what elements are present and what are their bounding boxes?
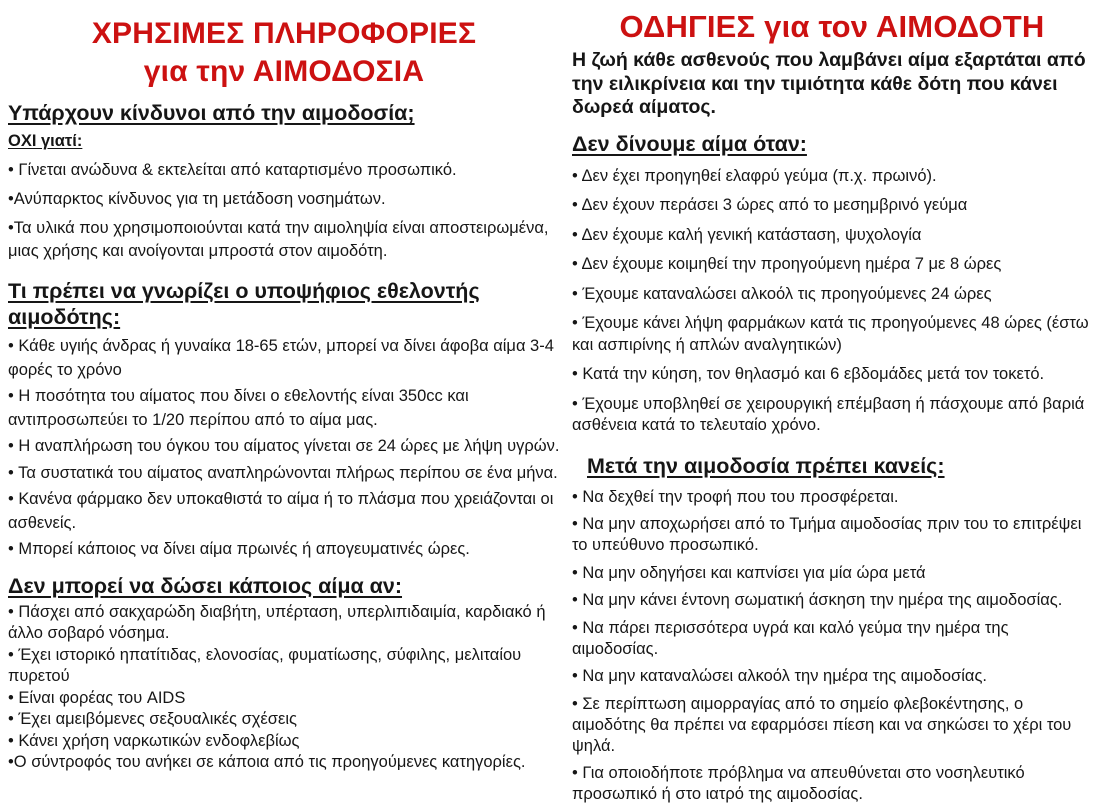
left-column-title (8, 15, 560, 91)
list-item: • Έχει ιστορικό ηπατίτιδας, ελονοσίας, φυματίωσης, σύφιλης, μελιταίου πυρετού (8, 645, 522, 685)
list-item: • Τα συστατικά του αίματος αναπληρώνονται πλήρως περίπου σε ένα μήνα. (8, 463, 558, 482)
list-item: • Να μην κάνει έντονη σωματική άσκηση την ημέρα της αιμοδοσίας. (572, 591, 1063, 609)
list-item: • Έχουμε καταναλώσει αλκοόλ τις προηγούμενες 24 ώρες (572, 284, 992, 303)
donor-intro-paragraph: Η ζωή κάθε ασθενούς που λαμβάνει αίμα εξαρτάται από την ειλικρίνεια και την τιμιότητα κάθε δότη που κάνει δωρεά αίματος. (572, 49, 1086, 118)
right-column (572, 0, 1092, 812)
list-item: • Δεν έχουμε καλή γενική κατάσταση, ψυχολογία (572, 225, 922, 244)
list-item: • Έχουμε κάνει λήψη φαρμάκων κατά τις προηγούμενες 48 ώρες (έστω και ασπιρίνης ή απλών αναλγητικών) (572, 314, 1089, 354)
heading-no-because: ΟΧΙ γιατί: (8, 132, 83, 150)
list-item: • Δεν έχει προηγηθεί ελαφρύ γεύμα (π.χ. πρωινό). (572, 166, 937, 185)
list-item: • Δεν έχουν περάσει 3 ώρες από το μεσημβρινό γεύμα (572, 196, 968, 214)
heading-risks-question: Υπάρχουν κίνδυνοι από την αιμοδοσία; (8, 101, 415, 125)
after-donation-bullet-list (572, 487, 1092, 806)
left-title-line1: ΧΡΗΣΙΜΕΣ ΠΛΗΡΟΦΟΡΙΕΣ (91, 17, 477, 50)
list-item: • Να μην οδηγήσει και καπνίσει για μία ώρα μετά (572, 563, 926, 582)
list-item: • Δεν έχουμε κοιμηθεί την προηγούμενη ημέρα 7 με 8 ώρες (572, 255, 1002, 273)
heading-after-donation: Μετά την αιμοδοσία πρέπει κανείς: (587, 453, 945, 478)
list-item: • Πάσχει από σακχαρώδη διαβήτη, υπέρταση, υπερλιπιδαιμία, καρδιακό ή άλλο σοβαρό νόσημα. (8, 602, 546, 642)
list-item: • Είναι φορέας του AIDS (8, 688, 186, 707)
list-item: • Μπορεί κάποιος να δίνει αίμα πρωινές ή απογευματινές ώρες. (8, 540, 470, 558)
list-item: • Για οποιοδήποτε πρόβλημα να απευθύνεται στο νοσηλευτικό προσωπικό ή στο ιατρό της αιμοδοσίας. (572, 764, 1025, 803)
list-item: • Να μην αποχωρήσει από το Τμήμα αιμοδοσίας πριν του το επιτρέψει το υπεύθυνο προσωπικό. (572, 515, 1082, 554)
right-column-title: ΟΔΗΓΙΕΣ για τον ΑΙΜΟΔΟΤΗ (619, 9, 1045, 44)
cannot-donate-bullet-list (8, 602, 560, 774)
list-item: •Ανύπαρκτος κίνδυνος για τη μετάδοση νοσημάτων. (8, 190, 386, 208)
left-column (8, 0, 560, 774)
list-item: •Τα υλικά που χρησιμοποιούνται κατά την αιμοληψία είναι αποστειρωμένα, μιας χρήσης και ανοίγονται μπροστά στον αιμοδότη. (8, 219, 549, 260)
list-item: • Κατά την κύηση, τον θηλασμό και 6 εβδομάδες μετά τον τοκετό. (572, 365, 1045, 383)
left-title-line2: για την ΑΙΜΟΔΟΣΙΑ (143, 55, 425, 88)
do-not-give-blood-bullet-list (572, 166, 1092, 437)
list-item: • Κάθε υγιής άνδρας ή γυναίκα 18-65 ετών, μπορεί να δίνει άφοβα αίμα 3-4 φορές το χρόνο (8, 337, 554, 379)
list-item: • Έχει αμειβόμενες σεξουαλικές σχέσεις (8, 710, 297, 728)
heading-cannot-donate: Δεν μπορεί να δώσει κάποιος αίμα αν: (8, 573, 403, 598)
list-item: •Ο σύντροφός του ανήκει σε κάποια από τις προηγούμενες κατηγορίες. (8, 753, 526, 771)
list-item: • Να πάρει περισσότερα υγρά και καλό γεύμα την ημέρα της αιμοδοσίας. (572, 618, 1009, 658)
list-item: • Η ποσότητα του αίματος που δίνει ο εθελοντής είναι 350cc και αντιπροσωπεύει το 1/20 περίπου από το αίμα μας. (8, 387, 469, 429)
list-item: • Κάνει χρήση ναρκωτικών ενδοφλεβίως (8, 731, 300, 750)
heading-candidate-donor: Τι πρέπει να γνωρίζει ο υποψήφιος εθελοντής αιμοδότης: (8, 279, 480, 329)
list-item: • Έχουμε υποβληθεί σε χειρουργική επέμβαση ή πάσχουμε από βαριά ασθένεια κατά το τελευταίο χρόνο. (572, 394, 1085, 434)
list-item: • Σε περίπτωση αιμορραγίας από το σημείο φλεβοκέντησης, ο αιμοδότης θα πρέπει να εφαρμόσει πίεση και να σηκώσει το χέρι του ψηλά. (572, 694, 1072, 755)
list-item: • Κανένα φάρμακο δεν υποκαθιστά το αίμα ή το πλάσμα που χρειάζονται οι ασθενείς. (8, 490, 554, 532)
candidate-donor-bullet-list (8, 335, 560, 562)
list-item: • Γίνεται ανώδυνα & εκτελείται από καταρτισμένο προσωπικό. (8, 161, 457, 179)
list-item: • Να μην καταναλώσει αλκοόλ την ημέρα της αιμοδοσίας. (572, 667, 987, 685)
heading-do-not-give-blood: Δεν δίνουμε αίμα όταν: (572, 131, 807, 156)
list-item: • Η αναπλήρωση του όγκου του αίματος γίνεται σε 24 ώρες με λήψη υγρών. (8, 437, 560, 455)
risks-bullet-list (8, 159, 560, 263)
list-item: • Να δεχθεί την τροφή που του προσφέρεται. (572, 487, 899, 506)
